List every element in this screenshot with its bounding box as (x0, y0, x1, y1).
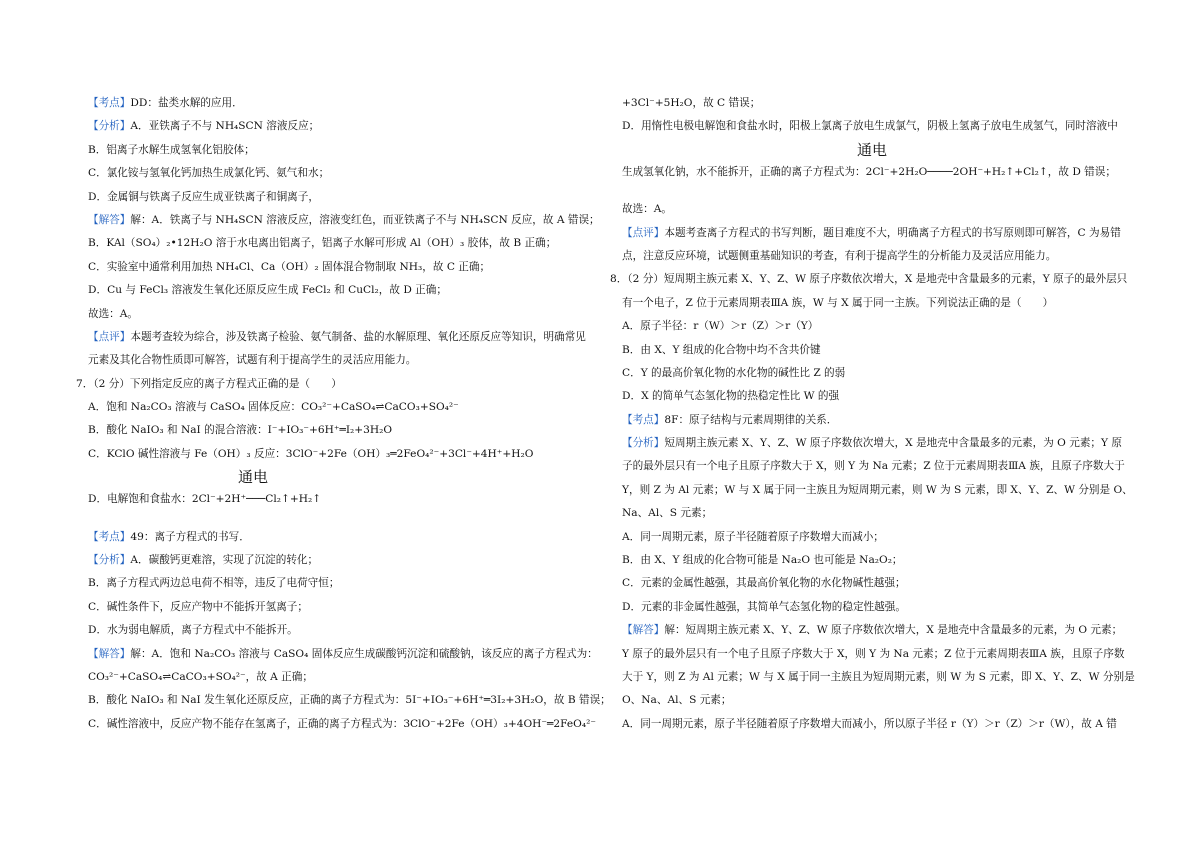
line-text: C．碱性条件下，反应产物中不能拆开氢离子； (88, 600, 308, 613)
line-text: 解：A．饱和 Na₂CO₃ 溶液与 CaSO₄ 固体反应生成碳酸钙沉淀和硫酸钠，该反应的离子方程式为： (130, 647, 598, 660)
line-text: B．KAl（SO₄）₂•12H₂O 溶于水电离出铝离子，铝离子水解可形成 Al（OH）₃ 胶体，故 B 正确； (88, 237, 557, 250)
line-text: D．用惰性电极电解饱和食盐水时，阳极上氯离子放电生成氯气，阴极上氢离子放电生成氢气，同时溶液中 (622, 120, 1118, 133)
line-text: C．碱性溶液中，反应产物不能存在氢离子，正确的离子方程式为：3ClO⁻+2Fe（OH）₃+4OH⁻═2FeO₄²⁻ (88, 717, 596, 730)
section-tag: 【考点】 (88, 530, 131, 543)
left-column (76, 92, 611, 736)
line-text: D．元素的非金属性越强，其简单气态氢化物的稳定性越强。 (622, 600, 906, 613)
line-text: C．Y 的最高价氧化物的水化物的碱性比 Z 的弱 (622, 366, 846, 379)
text-line (622, 222, 1122, 245)
line-text: 7．（2 分）下列指定反应的离子方程式正确的是（ ） (76, 377, 342, 390)
text-line (88, 209, 600, 232)
text-line (88, 526, 588, 549)
text-line (622, 479, 1133, 502)
text-line (88, 512, 588, 526)
text-line (88, 596, 588, 619)
line-text: A．亚铁离子不与 NH₄SCN 溶液反应； (130, 120, 320, 133)
line-text: 解：短周期主族元素 X、Y、Z、W 原子序数依次增大，X 是地壳中含量最多的元素，为 O 元素； (664, 624, 1123, 637)
line-text: B．由 X、Y 组成的化合物中均不含共价键 (622, 343, 821, 356)
line-text: C．元素的金属性越强，其最高价氧化物的水化物碱性越强； (622, 577, 906, 590)
text-line (622, 666, 1135, 689)
text-line (622, 292, 1122, 315)
section-tag: 【点评】 (622, 226, 665, 239)
line-text: DD：盐类水解的应用． (130, 97, 243, 109)
equation-condition (88, 466, 588, 488)
line-text: 8．（2 分）短周期主族元素 X、Y、Z、W 原子序数依次增大，X 是地壳中含量最多的元素，Y 原子的最外层只 (610, 273, 1128, 286)
text-line (622, 502, 1122, 525)
line-text: D．金属铜与铁离子反应生成亚铁离子和铜离子， (88, 190, 319, 203)
text-line (88, 256, 588, 279)
right-column (610, 92, 1135, 736)
text-line (622, 362, 1122, 385)
line-text: CO₃²⁻+CaSO₄⇌CaCO₃+SO₄²⁻，故 A 正确； (88, 670, 313, 683)
section-tag: 【分析】 (88, 120, 131, 133)
line-text: Na、Al、S 元素； (622, 507, 713, 520)
line-text: 解：A．铁离子与 NH₄SCN 溶液反应，溶液变红色，而亚铁离子不与 NH₄SCN 反应，故 A 错误； (130, 213, 600, 226)
line-text: A．同一周期元素，原子半径随着原子序数增大而减小； (622, 530, 884, 543)
text-line (622, 409, 1122, 432)
text-line (622, 92, 1122, 115)
line-text: C．实验室中通常利用加热 NH₄Cl、Ca（OH）₂ 固体混合物制取 NH₃，故 C 正确； (88, 260, 491, 273)
section-tag: 【解答】 (88, 213, 131, 226)
question-line (610, 268, 1128, 291)
line-text: Y 原子的最外层只有一个电子且原子序数大于 X，则 Y 为 Na 元素；Z 位于元素周期表ⅢA 族，且原子序数 (622, 647, 1125, 660)
text-line (622, 184, 1122, 198)
line-text: B．离子方程式两边总电荷不相等，违反了电荷守恒； (88, 577, 340, 590)
section-tag: 【解答】 (88, 647, 131, 660)
line-text: A．同一周期元素，原子半径随着原子序数增大而减小，所以原子半径 r（Y）＞r（Z）＞r（W），故 A 错 (622, 717, 1117, 730)
line-text: B．由 X、Y 组成的化合物可能是 Na₂O 也可能是 Na₂O₂； (622, 554, 903, 567)
text-line (88, 162, 588, 185)
text-line (622, 455, 1125, 478)
section-tag: 【点评】 (88, 330, 131, 343)
line-text: C．氯化铵与氢氧化钙加热生成氯化钙、氨气和水； (88, 167, 330, 180)
section-tag: 【考点】 (622, 413, 665, 426)
line-text: D．X 的简单气态氢化物的热稳定性比 W 的强 (622, 390, 840, 403)
text-line (88, 488, 588, 511)
text-line (88, 139, 588, 162)
line-text: D．水为弱电解质，离子方程式中不能拆开。 (88, 624, 298, 637)
text-line (88, 643, 598, 666)
text-line (88, 326, 588, 349)
line-text: 点，注意反应环境，试题侧重基础知识的考查，有利于提高学生的分析能力及灵活应用能力。 (622, 249, 1057, 262)
line-text: 通电 (856, 140, 887, 159)
line-text: C．KClO 碱性溶液与 Fe（OH）₃ 反应：3ClO⁻+2Fe（OH）₃═2FeO₄²⁻+3Cl⁻+4H⁺+H₂O (88, 447, 534, 460)
line-text: B．酸化 NaIO₃ 和 NaI 发生氧化还原反应，正确的离子方程式为：5I⁻+IO₃⁻+6H⁺═3I₂+3H₂O，故 B 错误； (88, 694, 611, 707)
text-line (88, 689, 611, 712)
text-line (622, 385, 1122, 408)
text-line (88, 92, 588, 115)
text-line (622, 245, 1122, 268)
line-text: 故选：A。 (88, 307, 139, 320)
section-tag: 【分析】 (88, 554, 131, 567)
text-line (88, 713, 596, 736)
text-line (622, 432, 1122, 455)
text-line (622, 549, 1122, 572)
line-text: B．铝离子水解生成氢氧化铝胶体； (88, 143, 255, 156)
line-text: 大于 Y，则 Z 为 Al 元素；W 与 X 属于同一主族且为短周期元素，则 W 为 S 元素，即 X、Y、Z、W 分别是 (622, 670, 1135, 683)
text-line (622, 161, 1122, 184)
text-line (88, 619, 588, 642)
section-tag: 【解答】 (622, 624, 665, 637)
line-text: 8F：原子结构与元素周期律的关系． (664, 413, 838, 426)
line-text: 元素及其化合物性质即可解答，试题有利于提高学生的灵活应用能力。 (88, 354, 417, 367)
line-text: 本题考查较为综合，涉及铁离子检验、氨气制备、盐的水解原理、氧化还原反应等知识，明确常见 (130, 330, 586, 343)
text-line (88, 396, 588, 419)
text-line (622, 713, 1122, 736)
text-line (622, 619, 1122, 642)
line-text: 通电 (238, 468, 269, 487)
question-line (76, 373, 588, 396)
line-text: A．饱和 Na₂CO₃ 溶液与 CaSO₄ 固体反应：CO₃²⁻+CaSO₄⇌CaCO₃+SO₄²⁻ (88, 401, 459, 414)
equation-condition (622, 139, 1122, 161)
text-line (88, 186, 588, 209)
line-text: Y，则 Z 为 Al 元素；W 与 X 属于同一主族且为短周期元素，则 W 为 S 元素，即 X、Y、Z、W 分别是 O、 (622, 483, 1133, 496)
text-line (88, 115, 588, 138)
line-text: A．原子半径：r（W）＞r（Z）＞r（Y） (622, 320, 819, 333)
line-text: 子的最外层只有一个电子且原子序数大于 X，则 Y 为 Na 元素；Z 位于元素周期表ⅢA 族，且原子序数大于 (622, 460, 1125, 473)
text-line (622, 643, 1125, 666)
line-text: 生成氢氧化钠，水不能拆开，正确的离子方程式为：2Cl⁻+2H₂O────2OH⁻+H₂↑+Cl₂↑，故 D 错误； (622, 165, 1116, 178)
text-line (88, 279, 588, 302)
text-line (622, 339, 1122, 362)
text-line (622, 526, 1122, 549)
text-line (88, 443, 588, 466)
text-line (622, 596, 1122, 619)
section-tag: 【分析】 (622, 437, 665, 450)
text-line (88, 572, 588, 595)
text-line (88, 303, 588, 326)
text-line (622, 198, 1122, 221)
text-line (88, 349, 588, 372)
line-text: O、Na、Al、S 元素； (622, 694, 732, 707)
line-text: 有一个电子，Z 位于元素周期表ⅢA 族，W 与 X 属于同一主族。下列说法正确的是（ ） (622, 296, 1054, 309)
line-text: B．酸化 NaIO₃ 和 NaI 的混合溶液：I⁻+IO₃⁻+6H⁺═I₂+3H₂O (88, 424, 393, 437)
text-line (622, 315, 1122, 338)
text-line (88, 666, 588, 689)
text-line (88, 419, 588, 442)
line-text: D．电解饱和食盐水：2Cl⁻+2H⁺───Cl₂↑+H₂↑ (88, 493, 322, 506)
text-line (88, 232, 588, 255)
line-text: 49：离子方程式的书写． (130, 530, 250, 543)
line-text: 本题考查离子方程式的书写判断，题目难度不大，明确离子方程式的书写原则即可解答，C 为易错 (664, 226, 1121, 239)
text-line (622, 572, 1122, 595)
text-line (622, 115, 1122, 138)
line-text: D．Cu 与 FeCl₃ 溶液发生氧化还原反应生成 FeCl₂ 和 CuCl₂，故 D 正确； (88, 284, 447, 297)
line-text: 故选：A。 (622, 203, 673, 216)
line-text: +3Cl⁻+5H₂O，故 C 错误； (622, 97, 761, 109)
line-text: 短周期主族元素 X、Y、Z、W 原子序数依次增大，X 是地壳中含量最多的元素，为 O 元素；Y 原 (664, 437, 1122, 450)
text-line (88, 549, 588, 572)
line-text: A．碳酸钙更难溶，实现了沉淀的转化； (130, 554, 319, 567)
text-line (622, 689, 1122, 712)
section-tag: 【考点】 (88, 97, 131, 109)
